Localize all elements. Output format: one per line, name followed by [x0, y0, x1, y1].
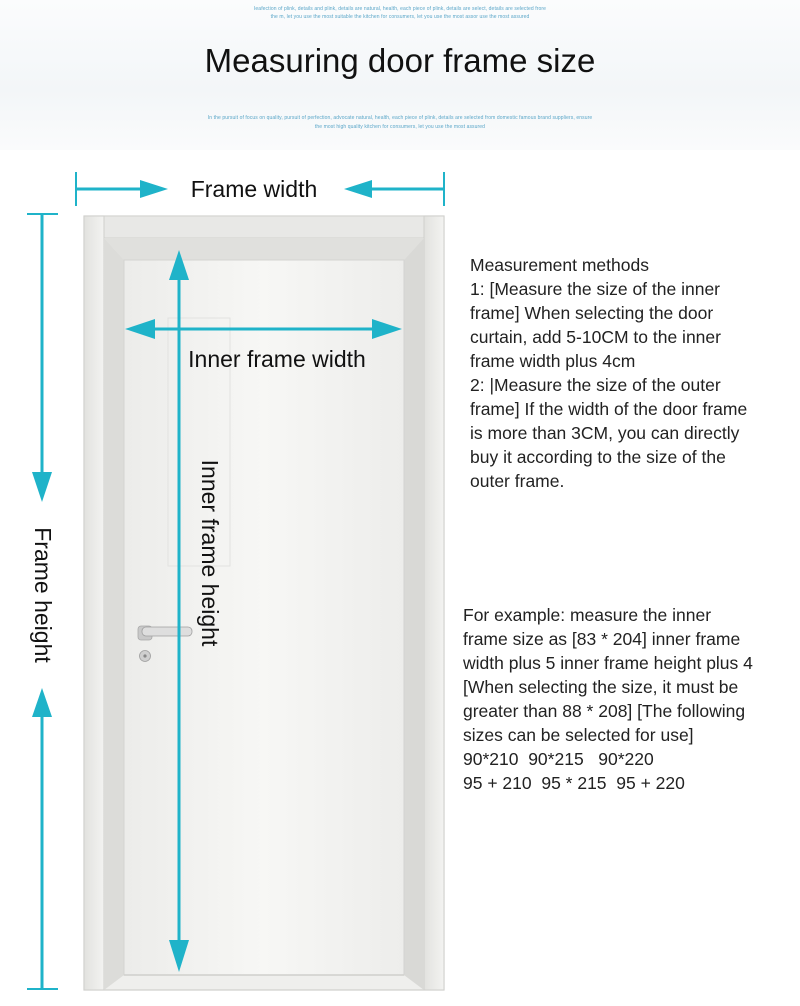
top-tagline-2: the m, let you use the most suitable the kitchen for consumers, let you use the most assor use the most assured	[270, 14, 530, 20]
methods-line: 2: |Measure the size of the outer	[470, 375, 721, 395]
measurement-methods	[470, 253, 795, 493]
methods-line: frame] When selecting the door	[470, 303, 714, 323]
example-line: For example: measure the inner	[463, 605, 712, 625]
methods-line: frame] If the width of the door frame	[470, 399, 748, 419]
methods-line: is more than 3CM, you can directly	[470, 423, 740, 443]
example-line: 95 + 210 95 * 215 95 + 220	[463, 773, 685, 793]
inner-width-label: Inner frame width	[188, 346, 366, 372]
methods-line: frame width plus 4cm	[470, 351, 636, 371]
sub-tagline-1: In the pursuit of focus on quality, pursuit of perfection, advocate natural, health, each piece of plink, details are selected from domestic famous brand suppliers, ensure	[207, 115, 593, 121]
sub-tagline-2: the most high quality kitchen for consumers, let you use the most assured	[314, 124, 486, 130]
example-line: width plus 5 inner frame height plus 4	[463, 653, 753, 673]
methods-line: buy it according to the size of the	[470, 447, 726, 467]
methods-line: Measurement methods	[470, 255, 649, 275]
example-line: [When selecting the size, it must be	[463, 677, 739, 697]
example-line: greater than 88 * 208] [The following	[463, 701, 746, 721]
size-example	[463, 603, 798, 795]
inner-height-label: Inner frame height	[197, 459, 223, 647]
methods-line: 1: [Measure the size of the inner	[470, 279, 720, 299]
top-tagline-1: Ieafection of plink, details and plink, details are natural, health, each piece of plink, details are select, details are selected frore	[253, 6, 547, 12]
frame-width-label: Frame width	[190, 176, 318, 202]
example-line: 90*210 90*215 90*220	[463, 749, 654, 769]
methods-line: outer frame.	[470, 471, 565, 491]
methods-line: curtain, add 5-10CM to the inner	[470, 327, 721, 347]
example-line: sizes can be selected for use]	[463, 725, 694, 745]
frame-height-label: Frame height	[30, 527, 56, 663]
example-line: frame size as [83 * 204] inner frame	[463, 629, 741, 649]
page-title: Measuring door frame size	[204, 42, 596, 79]
